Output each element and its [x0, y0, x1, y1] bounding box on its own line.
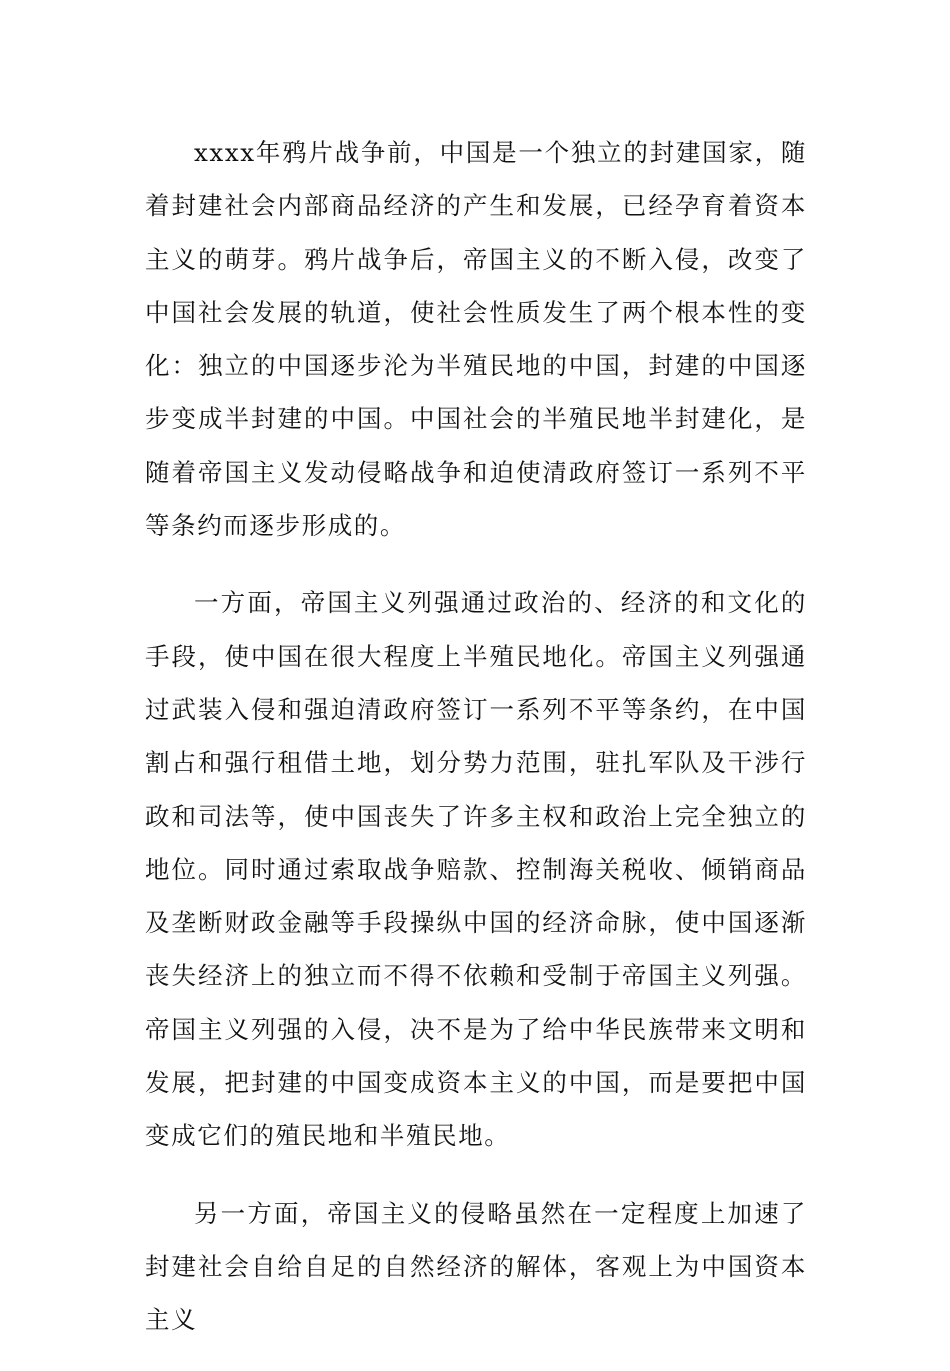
document-body: [145, 126, 807, 1371]
paragraph-2: 一方面，帝国主义列强通过政治的、经济的和文化的手段，使中国在很大程度上半殖民地化。帝国主义列强通过武装入侵和强迫清政府签订一系列不平等条约，在中国割占和强行租借土地，划分势力范围，驻扎军队及干涉行政和司法等，使中国丧失了许多主权和政治上完全独立的地位。同时通过索取战争赔款、控制海关税收、倾销商品及垄断财政金融等手段操纵中国的经济命脉，使中国逐渐丧失经济上的独立而不得不依赖和受制于帝国主义列强。帝国主义列强的入侵，决不是为了给中华民族带来文明和发展，把封建的中国变成资本主义的中国，而是要把中国变成它们的殖民地和半殖民地。: [145, 588, 807, 1151]
paragraph-1: xxxx年鸦片战争前，中国是一个独立的封建国家，随着封建社会内部商品经济的产生和发展，已经孕育着资本主义的萌芽。鸦片战争后，帝国主义的不断入侵，改变了中国社会发展的轨道，使社会性质发生了两个根本性的变化：独立的中国逐步沦为半殖民地的中国，封建的中国逐步变成半封建的中国。中国社会的半殖民地半封建化，是随着帝国主义发动侵略战争和迫使清政府签订一系列不平等条约而逐步形成的。: [145, 138, 807, 541]
paragraph-3: 另一方面，帝国主义的侵略虽然在一定程度上加速了封建社会自给自足的自然经济的解体，客观上为中国资本主义: [145, 1198, 807, 1335]
